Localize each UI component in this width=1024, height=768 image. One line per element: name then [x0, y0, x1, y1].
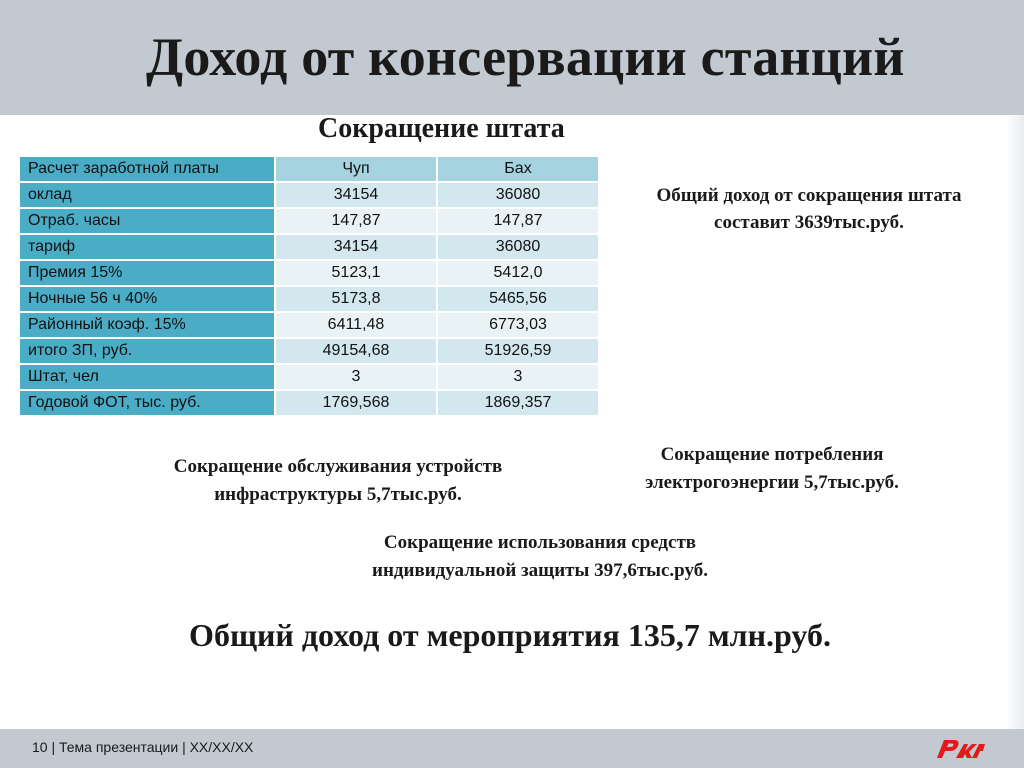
row-label: оклад	[20, 183, 276, 209]
right-edge-decoration	[1006, 115, 1024, 730]
cell-bakh: 3	[438, 365, 600, 391]
rzd-logo-icon	[934, 734, 986, 762]
header-chup: Чуп	[276, 157, 438, 183]
header-bakh: Бах	[438, 157, 600, 183]
grand-total: Общий доход от мероприятия 135,7 млн.руб.	[189, 617, 831, 653]
page-number: 10	[32, 739, 48, 755]
row-label: Премия 15%	[20, 261, 276, 287]
salary-table	[20, 157, 600, 417]
cell-chup: 1769,568	[276, 391, 438, 417]
note-line: индивидуальной защиты 397,6тыс.руб.	[372, 560, 708, 581]
cell-chup: 6411,48	[276, 313, 438, 339]
table-row	[20, 209, 600, 235]
note-line: Общий доход от сокращения штата	[656, 185, 962, 206]
section-subtitle: Сокращение штата	[318, 113, 565, 144]
ppe-reduction-note	[320, 529, 760, 585]
row-label: тариф	[20, 235, 276, 261]
staff-reduction-total-note	[624, 182, 994, 236]
row-label: Отраб. часы	[20, 209, 276, 235]
cell-chup: 49154,68	[276, 339, 438, 365]
cell-chup: 147,87	[276, 209, 438, 235]
cell-bakh: 6773,03	[438, 313, 600, 339]
table-row	[20, 261, 600, 287]
maintenance-reduction-note	[118, 453, 558, 509]
cell-bakh: 36080	[438, 183, 600, 209]
table-header-row	[20, 157, 600, 183]
row-label: Годовой ФОТ, тыс. руб.	[20, 391, 276, 417]
note-line: электрогоэнергии 5,7тыс.руб.	[645, 472, 899, 493]
note-line: Сокращение потребления	[660, 444, 884, 465]
energy-reduction-note	[592, 441, 952, 497]
cell-bakh: 1869,357	[438, 391, 600, 417]
note-line: Сокращение использования средств	[383, 532, 697, 553]
note-line: составит 3639тыс.руб.	[714, 212, 904, 233]
cell-chup: 5123,1	[276, 261, 438, 287]
note-line: инфраструктуры 5,7тыс.руб.	[214, 484, 462, 505]
cell-bakh: 51926,59	[438, 339, 600, 365]
cell-bakh: 36080	[438, 235, 600, 261]
cell-chup: 5173,8	[276, 287, 438, 313]
footer-bar	[0, 729, 1024, 768]
table-row	[20, 313, 600, 339]
table-row	[20, 183, 600, 209]
title-bar	[0, 0, 1024, 115]
cell-chup: 34154	[276, 183, 438, 209]
cell-chup: 3	[276, 365, 438, 391]
cell-bakh: 147,87	[438, 209, 600, 235]
header-label: Расчет заработной платы	[20, 157, 276, 183]
note-line: Сокращение обслуживания устройств	[173, 456, 503, 477]
table-row	[20, 339, 600, 365]
footer-caption: | Тема презентации | XX/XX/XX	[51, 739, 254, 755]
cell-chup: 34154	[276, 235, 438, 261]
cell-bakh: 5465,56	[438, 287, 600, 313]
row-label: Ночные 56 ч 40%	[20, 287, 276, 313]
table-row	[20, 235, 600, 261]
cell-bakh: 5412,0	[438, 261, 600, 287]
table-row	[20, 287, 600, 313]
table-row	[20, 365, 600, 391]
row-label: Районный коэф. 15%	[20, 313, 276, 339]
row-label: Штат, чел	[20, 365, 276, 391]
footer-text	[32, 739, 253, 755]
table-row	[20, 391, 600, 417]
row-label: итого ЗП, руб.	[20, 339, 276, 365]
slide-title: Доход от консервации станций	[146, 27, 905, 87]
